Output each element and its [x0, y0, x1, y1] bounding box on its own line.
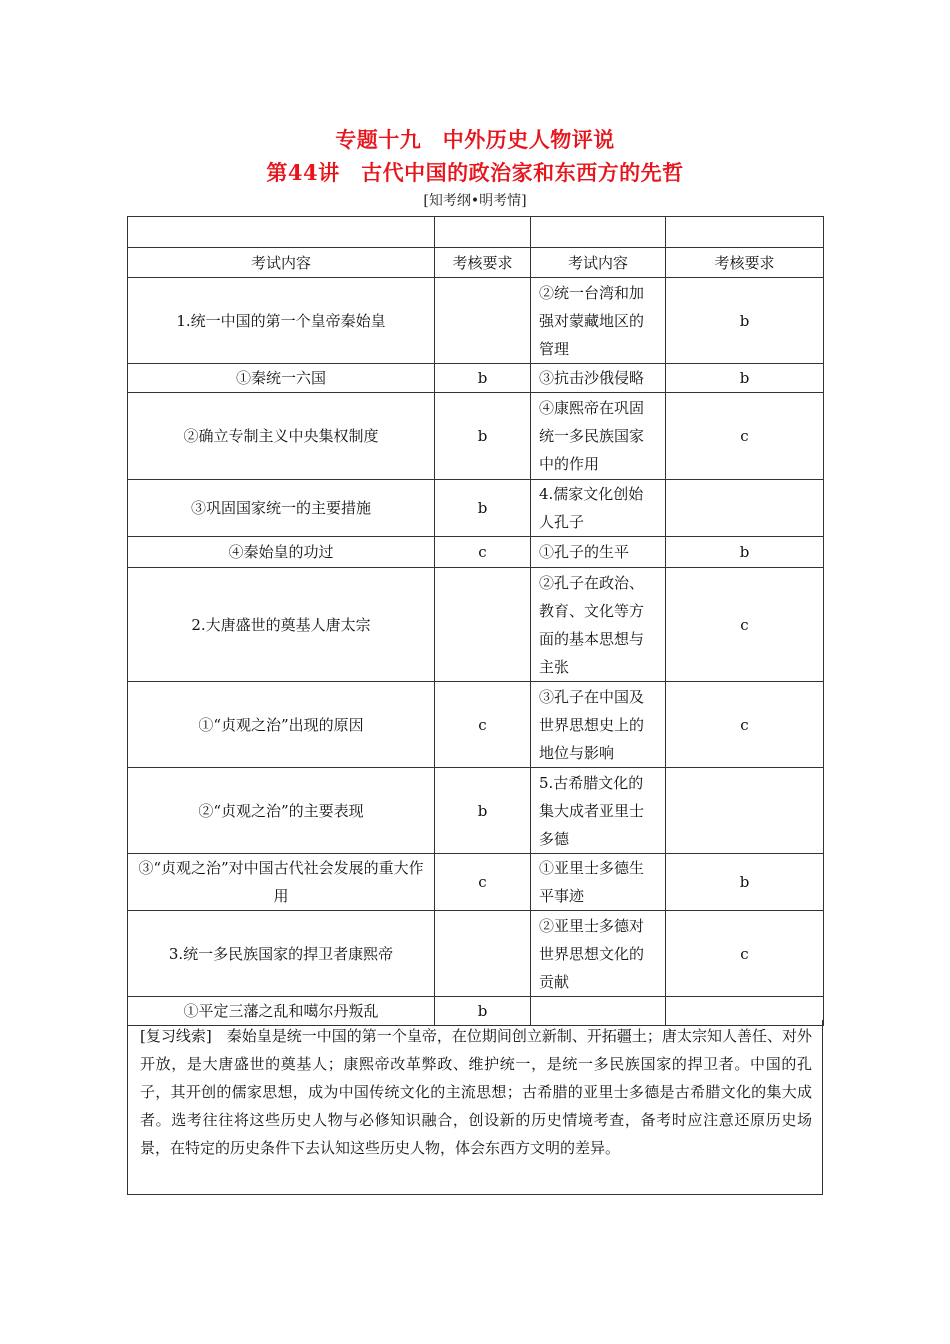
table-row	[128, 537, 824, 568]
requirement-cell	[435, 278, 531, 364]
topic-title: 专题十九 中外历史人物评说	[335, 127, 615, 152]
exam-content-cell: 3.统一多民族国家的捍卫者康熙帝	[128, 911, 435, 997]
requirement-cell	[666, 768, 824, 854]
requirement-cell: c	[435, 537, 531, 568]
table-row	[128, 278, 824, 364]
cell-line: 管理	[539, 339, 570, 358]
exam-content-cell	[531, 682, 666, 768]
exam-content-cell: ②确立专制主义中央集权制度	[128, 393, 435, 480]
cell-line: 5.古希腊文化的	[539, 773, 644, 792]
requirement-cell: b	[435, 364, 531, 393]
exam-outline-table	[127, 216, 824, 1026]
exam-content-cell: ④秦始皇的功过	[128, 537, 435, 568]
header-cell: 考试内容	[128, 248, 435, 278]
exam-content-cell	[531, 278, 666, 364]
requirement-cell: b	[666, 364, 824, 393]
requirement-cell: c	[666, 393, 824, 480]
cell-line: ②亚里士多德对	[539, 916, 645, 935]
cell-line: ②孔子在政治、	[539, 573, 645, 592]
cell-line: 地位与影响	[539, 743, 615, 762]
requirement-cell: b	[435, 393, 531, 480]
cell-line: ②统一台湾和加	[539, 283, 645, 302]
requirement-cell: b	[666, 854, 824, 911]
requirement-cell: b	[435, 768, 531, 854]
section-subtitle: [知考纲•明考情]	[423, 193, 527, 209]
exam-content-cell	[531, 911, 666, 997]
cell-line: 世界思想史上的	[539, 715, 645, 734]
cell-line: 统一多民族国家	[539, 427, 645, 445]
table-row	[128, 911, 824, 997]
requirement-cell: c	[435, 682, 531, 768]
requirement-cell	[435, 568, 531, 682]
table-row	[128, 768, 824, 854]
cell-line: 教育、文化等方	[539, 601, 645, 620]
table-row	[128, 682, 824, 768]
requirement-cell: c	[666, 568, 824, 682]
cell-line: 强对蒙藏地区的	[539, 311, 645, 330]
cell-line: 平事迹	[539, 887, 585, 905]
header-cell: 考核要求	[666, 248, 824, 278]
requirement-cell: c	[666, 911, 824, 997]
exam-content-cell: ①平定三藩之乱和噶尔丹叛乱	[128, 997, 435, 1026]
exam-content-cell: 2.大唐盛世的奠基人唐太宗	[128, 568, 435, 682]
exam-content-cell	[531, 480, 666, 537]
exam-content-cell	[531, 537, 666, 568]
requirement-cell	[666, 480, 824, 537]
table-row	[128, 364, 824, 393]
cell-line: 面的基本思想与	[539, 629, 645, 648]
exam-content-cell: ①“贞观之治”出现的原因	[128, 682, 435, 768]
exam-content-cell	[531, 568, 666, 682]
requirement-cell: b	[435, 480, 531, 537]
table-row	[128, 480, 824, 537]
requirement-cell: b	[666, 278, 824, 364]
requirement-cell: c	[435, 854, 531, 911]
table-row	[128, 854, 824, 911]
header-cell: 考核要求	[435, 248, 531, 278]
review-text: [复习线索] 秦始皇是统一中国的第一个皇帝，在位期间创立新制、开拓疆土；唐太宗知人善任、对外开放，是大唐盛世的奠基人；康熙帝改革弊政、维护统一，是统一多民族国家的捍卫者。中国的孔子，其开创的儒家思想，成为中国传统文化的主流思想；古希腊的亚里士多德是古希腊文化的集大成者。选考往往将这些历史人物与必修知识融合，创设新的历史情境考查，备考时应注意还原历史场景，在特定的历史条件下去认知这些历史人物，体会东西方文明的差异。	[140, 1027, 812, 1157]
table-row	[128, 393, 824, 480]
table-header-row	[128, 248, 824, 278]
cell-line: ①孔子的生平	[539, 543, 630, 561]
cell-line: ③孔子在中国及	[539, 687, 645, 706]
exam-content-cell: ①秦统一六国	[128, 364, 435, 393]
cell-line: ④康熙帝在巩固	[539, 399, 645, 417]
requirement-cell	[435, 911, 531, 997]
cell-line: ③抗击沙俄侵略	[539, 369, 645, 387]
requirement-cell: c	[666, 682, 824, 768]
requirement-cell: b	[435, 997, 531, 1026]
cell-line: 4.儒家文化创始	[539, 485, 644, 503]
exam-content-cell: ③巩固国家统一的主要措施	[128, 480, 435, 537]
cell-line: 人孔子	[539, 513, 585, 531]
table-row	[128, 568, 824, 682]
review-clue-box	[127, 1020, 823, 1195]
header-cell: 考试内容	[531, 248, 666, 278]
exam-content-cell	[531, 364, 666, 393]
cell-line: 贡献	[539, 972, 570, 991]
exam-content-cell: ③“贞观之治”对中国古代社会发展的重大作用	[128, 854, 435, 911]
cell-line: 集大成者亚里士	[539, 801, 645, 820]
exam-content-cell	[531, 854, 666, 911]
cell-line: 世界思想文化的	[539, 944, 645, 963]
requirement-cell: b	[666, 537, 824, 568]
lecture-title: 第44讲 古代中国的政治家和东西方的先哲	[266, 160, 684, 185]
cell-line: ①亚里士多德生	[539, 859, 645, 877]
exam-content-cell: ②“贞观之治”的主要表现	[128, 768, 435, 854]
table-spacer-row	[128, 217, 824, 248]
exam-content-cell	[531, 393, 666, 480]
exam-content-cell	[531, 768, 666, 854]
exam-content-cell: 1.统一中国的第一个皇帝秦始皇	[128, 278, 435, 364]
cell-line: 主张	[539, 657, 570, 676]
cell-line: 中的作用	[539, 455, 600, 473]
cell-line: 多德	[539, 829, 570, 848]
